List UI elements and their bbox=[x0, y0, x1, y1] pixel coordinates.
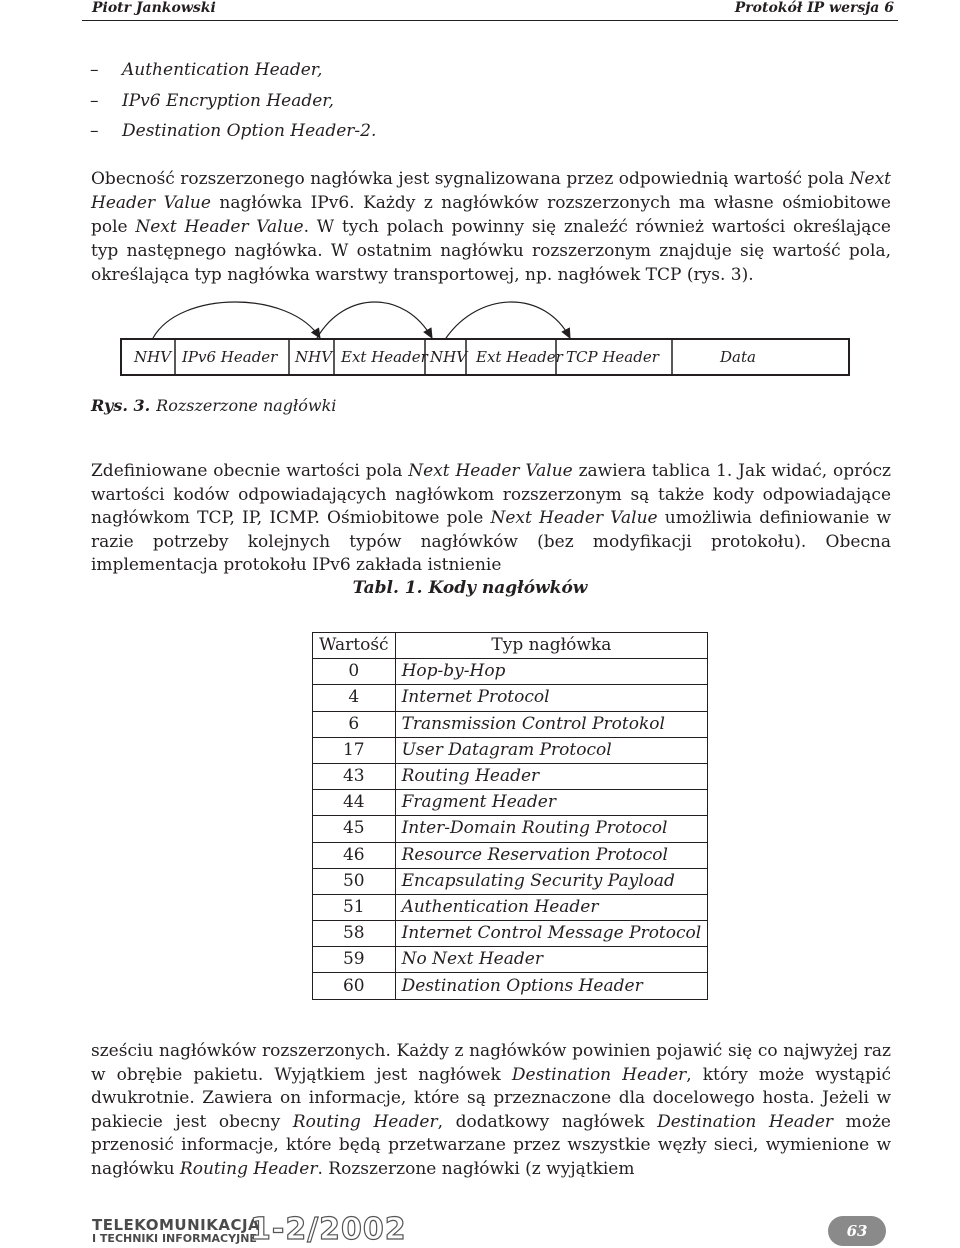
text-run: . W tych polach powinny się znaleźć również wartości określające typ następnego nagłówka. W ostatnim nagłówku rozszerzonym znajduje się wartość pola, określająca typ nagłówka warstwy transportowej, np. nagłówek TCP (rys. 3). bbox=[91, 217, 891, 285]
paragraph-3 bbox=[91, 1040, 891, 1181]
list-item bbox=[90, 119, 376, 150]
running-header-title: Protokół IP wersja 6 bbox=[734, 0, 894, 16]
code-value: 17 bbox=[313, 737, 396, 763]
code-value: 6 bbox=[313, 711, 396, 737]
cell-tcp-header: TCP Header bbox=[566, 348, 659, 366]
code-value: 4 bbox=[313, 685, 396, 711]
cell-data: Data bbox=[720, 348, 756, 366]
code-value: 51 bbox=[313, 894, 396, 920]
bullet-dash: – bbox=[90, 60, 99, 80]
text-run: , dodatkowy nagłówek bbox=[437, 1111, 658, 1132]
header-codes-table bbox=[312, 632, 708, 1000]
text-run: umożliwia definiowanie w razie potrzeby kolejnych typów nagłówków (bez modyfikacji protokołu). Obecna implementacja protokołu IPv6 zakłada istnienie bbox=[91, 508, 892, 575]
cell-ipv6-header: IPv6 Header bbox=[182, 348, 278, 366]
header-type: User Datagram Protocol bbox=[395, 737, 708, 763]
table-header-row bbox=[313, 633, 708, 659]
code-value: 46 bbox=[313, 842, 396, 868]
cell-nhv: NHV bbox=[430, 348, 468, 366]
table-row bbox=[313, 842, 708, 868]
header-type: Transmission Control Protokol bbox=[395, 711, 708, 737]
header-type: Routing Header bbox=[395, 763, 708, 789]
header-rule bbox=[82, 20, 898, 21]
header-type: No Next Header bbox=[395, 947, 708, 973]
bullet-dash: – bbox=[90, 90, 99, 111]
code-value: 45 bbox=[313, 816, 396, 842]
bullet-dash: – bbox=[90, 121, 99, 141]
code-value: 58 bbox=[313, 921, 396, 947]
cell-nhv: NHV bbox=[295, 348, 333, 366]
code-value: 43 bbox=[313, 763, 396, 789]
text-run: sześciu nagłówków rozszerzonych. Każdy z nagłówków powinien pojawić się co najwyżej raz w obrębie pakietu. Wyjątkiem jest nagłówek bbox=[91, 1041, 891, 1085]
table-row bbox=[313, 816, 708, 842]
text-run: . Rozszerzone nagłówki (z wyjątkiem bbox=[317, 1158, 635, 1179]
table-row bbox=[313, 973, 708, 999]
code-value: 0 bbox=[313, 659, 396, 685]
table-row bbox=[313, 659, 708, 685]
figure-caption bbox=[91, 396, 336, 415]
table-row bbox=[313, 711, 708, 737]
pointer-arc bbox=[446, 302, 570, 338]
pointer-arc bbox=[317, 302, 432, 338]
column-header-type: Typ nagłówka bbox=[395, 633, 708, 659]
list-item-text: Destination Option Header-2. bbox=[122, 121, 377, 141]
text-run: Zdefiniowane obecnie wartości pola bbox=[91, 461, 409, 481]
header-type: Internet Control Message Protocol bbox=[395, 921, 708, 947]
list-item bbox=[90, 89, 376, 120]
table-row bbox=[313, 763, 708, 789]
emphasis: Next Header Value bbox=[408, 461, 573, 481]
emphasis: Destination Header bbox=[511, 1064, 687, 1085]
extension-header-diagram bbox=[120, 300, 860, 390]
header-type: Authentication Header bbox=[395, 894, 708, 920]
text-run: , który może wystąpić dwukrotnie. Zawiera on informacje, które są przeznaczone dla docelowego hosta. Jeżeli w pakiecie jest obecny bbox=[91, 1064, 891, 1132]
text-run: zawiera tablica 1. Jak widać, oprócz wartości kodów odpowiadających nagłówkom rozszerzonym są także kody odpowiadające nagłówkom TCP, IP, ICMP. Ośmiobitowe pole bbox=[91, 461, 892, 528]
table-row bbox=[313, 868, 708, 894]
emphasis: Routing Header bbox=[292, 1111, 438, 1132]
header-type: Hop-by-Hop bbox=[395, 659, 708, 685]
page-number-badge: 63 bbox=[828, 1216, 886, 1246]
emphasis: Routing Header bbox=[179, 1158, 318, 1179]
code-value: 59 bbox=[313, 947, 396, 973]
cell-ext-header: Ext Header bbox=[341, 348, 428, 366]
header-type: Inter-Domain Routing Protocol bbox=[395, 816, 708, 842]
paragraph-1 bbox=[91, 167, 891, 287]
code-value: 44 bbox=[313, 790, 396, 816]
column-header-value: Wartość bbox=[313, 633, 396, 659]
figure-label: Rys. 3. bbox=[91, 396, 151, 415]
header-type: Internet Protocol bbox=[395, 685, 708, 711]
code-value: 60 bbox=[313, 973, 396, 999]
journal-logo bbox=[92, 1218, 260, 1245]
issue-number: 1-2/2002 bbox=[250, 1212, 407, 1247]
table-row bbox=[313, 737, 708, 763]
list-item bbox=[90, 58, 376, 89]
emphasis: Next Header Value bbox=[91, 169, 891, 213]
paragraph-2 bbox=[91, 460, 891, 578]
text-run: może przenosić informacje, które będą przetwarzane przez wszystkie węzły sieci, wymienione w nagłówku bbox=[91, 1111, 891, 1179]
emphasis: Next Header Value bbox=[490, 508, 658, 528]
text-run: nagłówka IPv6. Każdy z nagłówków rozszerzonych ma własne ośmiobitowe pole bbox=[91, 193, 891, 237]
emphasis: Destination Header bbox=[657, 1111, 834, 1132]
running-header-author: Piotr Jankowski bbox=[92, 0, 216, 16]
list-item-text: Authentication Header, bbox=[122, 60, 323, 80]
emphasis: Next Header Value bbox=[135, 217, 304, 237]
table-row bbox=[313, 685, 708, 711]
header-type: Destination Options Header bbox=[395, 973, 708, 999]
table-row bbox=[313, 790, 708, 816]
list-item-text: IPv6 Encryption Header, bbox=[122, 90, 334, 111]
bullet-list bbox=[90, 58, 376, 150]
header-type: Resource Reservation Protocol bbox=[395, 842, 708, 868]
journal-name-line1: TELEKOMUNIKACJA bbox=[92, 1216, 261, 1234]
table-row bbox=[313, 894, 708, 920]
journal-name-line2: I TECHNIKI INFORMACYJNE bbox=[92, 1232, 257, 1245]
code-value: 50 bbox=[313, 868, 396, 894]
header-type: Fragment Header bbox=[395, 790, 708, 816]
text-run: Obecność rozszerzonego nagłówka jest sygnalizowana przez odpowiednią wartość pola bbox=[91, 169, 850, 189]
header-type: Encapsulating Security Payload bbox=[395, 868, 708, 894]
table-row bbox=[313, 921, 708, 947]
table-row bbox=[313, 947, 708, 973]
table-title: Tabl. 1. Kody nagłówków bbox=[352, 578, 588, 598]
figure-caption-text: Rozszerzone nagłówki bbox=[156, 396, 337, 415]
cell-ext-header: Ext Header bbox=[476, 348, 563, 366]
cell-nhv: NHV bbox=[134, 348, 172, 366]
pointer-arc bbox=[153, 302, 320, 338]
